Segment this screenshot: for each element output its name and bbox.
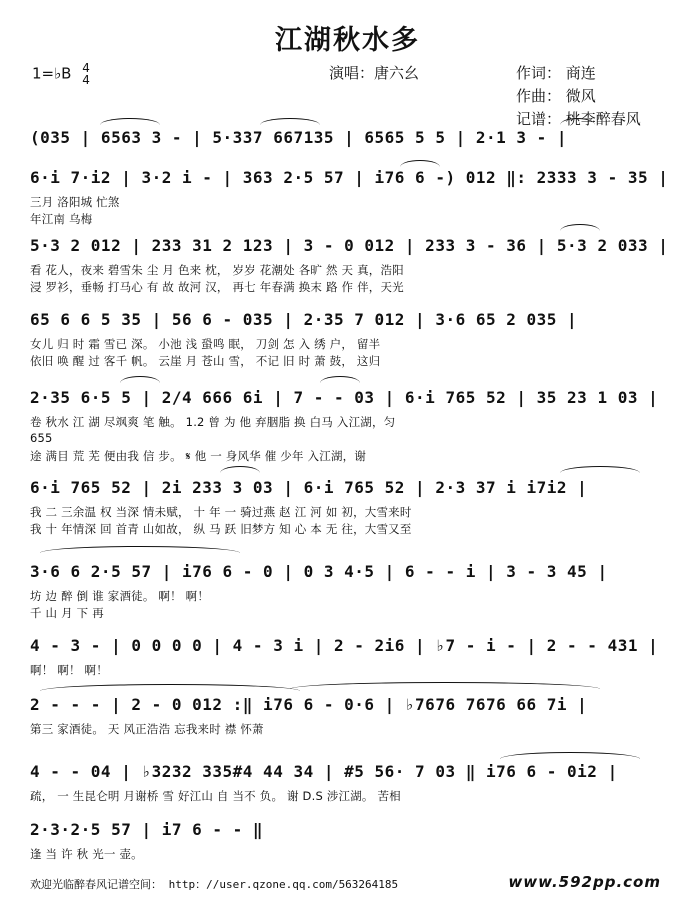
notation-row: 6·i 765 52 | 2i 233 3 03 | 6·i 765 52 | 2·3 37 i i7i2 | — [30, 478, 588, 497]
slur-arc — [320, 376, 360, 383]
notation-row: 2·35 6·5 5 | 2/4 666 6i | 7 - - 03 | 6·i 765 52 | 35 23 1 03 | — [30, 388, 659, 407]
slur-arc — [100, 118, 160, 125]
slur-arc — [220, 466, 260, 473]
lyric-line: 女儿 归 时 霜 雪已 深。 小池 浅 蛩鸣 眠， 刀剑 怎 入 绣 户， 留半 — [30, 337, 381, 351]
slur-arc — [560, 466, 640, 473]
transcriber-credit: 记谱： 桃李醉春风 — [516, 110, 641, 128]
lyric-line: 三月 洛阳城 忙煞 — [30, 195, 120, 209]
lyric-line: 浸 罗衫，垂畅 打马心 有 故 故河 汉， 再七 年春满 换末 路 作 伴，天光 — [30, 280, 404, 294]
lyric-line: 途 满目 荒 芜 便由我 信 步。 𝄋 他 一 身风华 催 少年 入江湖，谢 — [30, 449, 367, 463]
slur-arc — [560, 118, 595, 125]
slur-arc — [560, 224, 600, 231]
notation-row: 3·6 6 2·5 57 | i76 6 - 0 | 0 3 4·5 | 6 - - i | 3 - 3 45 | — [30, 562, 608, 581]
site-watermark: www.592pp.com — [508, 873, 661, 891]
lyricist-credit: 作词： 商连 — [516, 64, 596, 82]
key-label: 1=♭B — [32, 64, 72, 83]
footer-text: 欢迎光临醉春风记谱空间： http：//user.qzone.qq.com/563264185 — [30, 878, 399, 891]
lyric-line: 啊！ 啊！ 啊！ — [30, 663, 108, 677]
notation-row: 2·3·2·5 57 | i7 6 - - ‖ — [30, 820, 264, 839]
time-top: 4 — [82, 61, 90, 75]
song-title: 江湖秋水多 — [275, 25, 420, 56]
lyric-line: 655 — [30, 431, 53, 445]
slur-arc — [40, 684, 300, 691]
slur-arc — [260, 118, 320, 125]
lyric-line: 卷 秋水 江 湖 尽飒爽 笔 触。 1.2 曾 为 他 弃胭脂 换 白马 入江湖，匀 — [30, 415, 396, 429]
time-bottom: 4 — [82, 73, 90, 87]
lyric-line: 疏， 一 生昆仑明 月谢桥 雪 好江山 自 当不 负。 谢 D.S 涉江湖。 苦相 — [30, 789, 401, 803]
slur-arc — [120, 376, 160, 383]
time-signature — [82, 62, 90, 86]
lyric-line: 千 山 月 下 再 — [30, 606, 104, 620]
notation-row: 4 - - 04 | ♭3232 335#4 44 34 | #5 56· 7 03 ‖ i76 6 - 0i2 | — [30, 762, 618, 781]
key-signature — [32, 62, 90, 86]
lyric-line: 逢 当 许 秋 光一 壶。 — [30, 847, 143, 861]
slur-arc — [40, 546, 240, 553]
notation-row: 4 - 3 - | 0 0 0 0 | 4 - 3 i | 2 - 2i6 | ♭7 - i - | 2 - - 431 | — [30, 636, 659, 655]
lyric-line: 第三 家酒徒。 天 风正浩浩 忘我来时 襟 怀萧 — [30, 722, 264, 736]
lyric-line: 我 二 三余温 权 当深 情未赋， 十 年 一 骑过燕 赵 江 河 如 初，大雪来时 — [30, 505, 412, 519]
lyric-line: 坊 边 醉 倒 谁 家酒徒。 啊！ 啊！ — [30, 589, 210, 603]
slur-arc — [400, 160, 440, 167]
notation-row: 65 6 6 5 35 | 56 6 - 035 | 2·35 7 012 | 3·6 65 2 035 | — [30, 310, 578, 329]
notation-row: 6·i 7·i2 | 3·2 i - | 363 2·5 57 | i76 6 -) 012 ‖: 2333 3 - 35 | — [30, 168, 669, 187]
notation-row: 5·3 2 012 | 233 31 2 123 | 3 - 0 012 | 233 3 - 36 | 5·3 2 033 | — [30, 236, 669, 255]
lyric-line: 年江南 乌梅 — [30, 212, 93, 226]
notation-row: 2 - - - | 2 - 0 012 :‖ i76 6 - 0·6 | ♭7676 7676 66 7i | — [30, 695, 588, 714]
slur-arc — [290, 682, 600, 689]
lyric-line: 看 花人，夜来 碧雪朱 尘 月 色来 枕， 岁岁 花潮处 各旷 然 天 真，浩阳 — [30, 263, 404, 277]
slur-arc — [500, 752, 640, 759]
notation-row: (035 | 6563 3 - | 5·337 667135 | 6565 5 5 | 2·1 3 - | — [30, 128, 568, 147]
singer-credit: 演唱：唐六幺 — [329, 64, 420, 82]
lyric-line: 依旧 唤 醒 过 客千 帆。 云崖 月 苍山 雪， 不记 旧 时 萧 鼓， 这归 — [30, 354, 381, 368]
composer-credit: 作曲： 微风 — [516, 87, 596, 105]
lyric-line: 我 十 年情深 回 首青 山如故， 纵 马 跃 旧梦方 知 心 本 无 往，大雪又至 — [30, 522, 412, 536]
